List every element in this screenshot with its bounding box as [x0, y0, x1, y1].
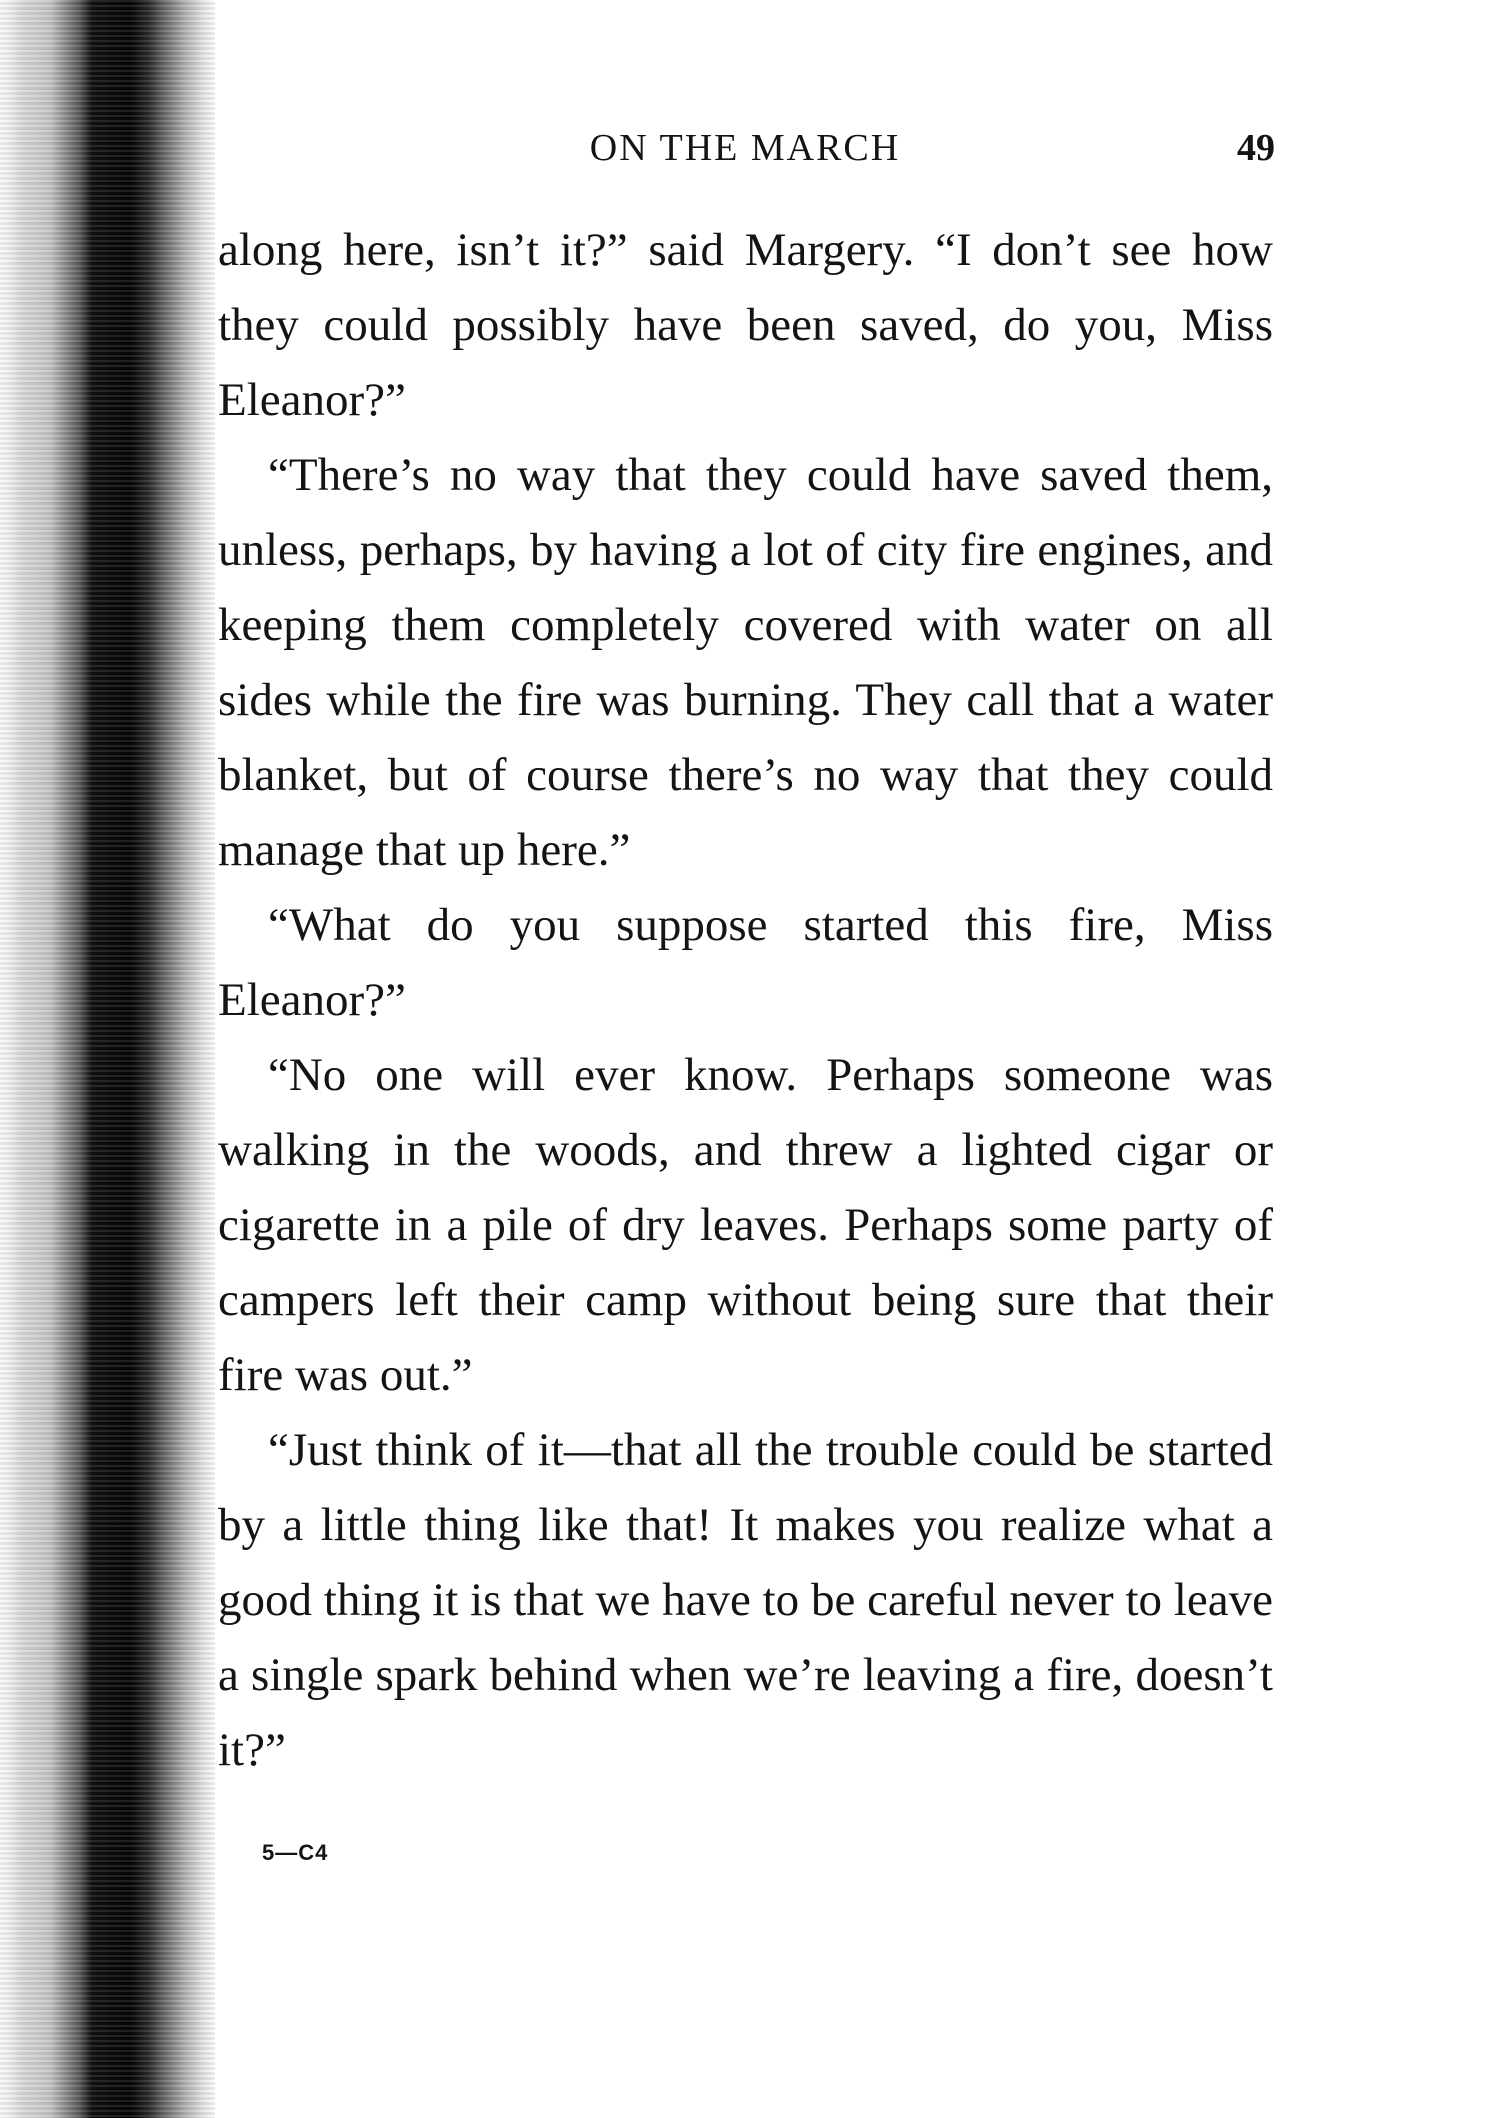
page-number: 49 — [1237, 127, 1275, 169]
paragraph-continued: along here, isn’t it?” said Margery. “I don’t see how they could possibly have been saved, do you, Miss Eleanor?” — [218, 224, 1273, 426]
paragraph: “Just think of it—that all the trouble could be started by a little thing like that! It makes you realize what a good thing it is that we have to be careful never to leave a single spark behind when we’re leaving a fire, doesn’t it?” — [218, 1424, 1273, 1776]
paragraph: “No one will ever know. Perhaps someone was walking in the woods, and threw a lighted cigar or cigarette in a pile of dry leaves. Perhaps some party of campers left their camp without being sure that their fire was out.” — [218, 1049, 1273, 1401]
chapter-running-title: ON THE MARCH — [589, 127, 901, 169]
body-text — [218, 213, 1273, 1788]
running-head — [215, 118, 1275, 178]
printer-signature-mark: 5—C4 — [262, 1840, 329, 1865]
paragraph: “There’s no way that they could have saved them, unless, perhaps, by having a lot of city fire engines, and keeping them completely covered with water on all sides while the fire was burning. They call that a water blanket, but of course there’s no way that they could manage that up here.” — [218, 449, 1273, 876]
paragraph: “What do you suppose started this fire, Miss Eleanor?” — [218, 899, 1273, 1026]
